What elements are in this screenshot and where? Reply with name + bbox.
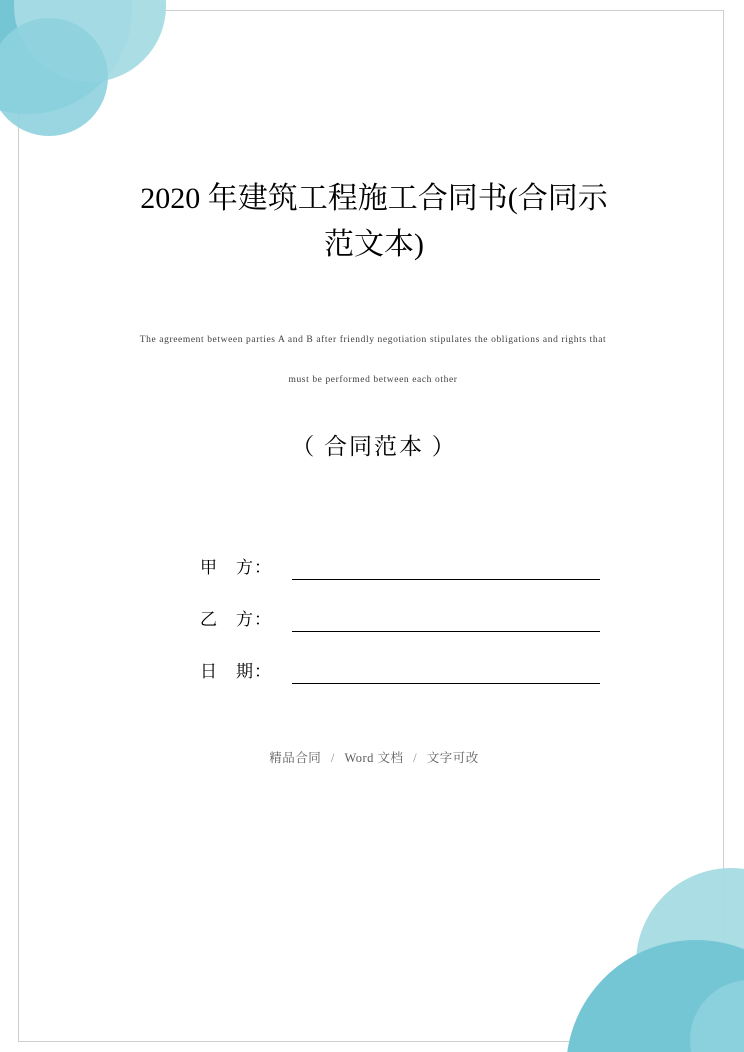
- field-label-date: 日 期：: [200, 662, 272, 681]
- decorative-circle-bottom-right-small: [690, 980, 744, 1052]
- footer-note: [128, 748, 620, 766]
- field-line-date[interactable]: [292, 663, 600, 684]
- field-label-party-b: 乙 方：: [200, 610, 272, 629]
- signature-fields: [200, 528, 600, 684]
- field-row-party-b: [200, 580, 600, 632]
- footer-separator-1: /: [330, 751, 335, 765]
- document-title: 2020 年建筑工程施工合同书(合同示范文本): [140, 182, 608, 261]
- document-content: [110, 0, 634, 1052]
- footer-separator-2: /: [413, 751, 418, 765]
- field-line-party-a[interactable]: [292, 559, 600, 580]
- footer-item-editable-text: 文字可改: [426, 751, 479, 765]
- field-row-date: [200, 632, 600, 684]
- decorative-circle-bottom-right-medium: [636, 868, 744, 1052]
- field-row-party-a: [200, 528, 600, 580]
- contract-sample-label: （ 合同范本 ）: [291, 434, 457, 459]
- decorative-circle-top-left-small: [0, 18, 108, 136]
- field-line-party-b[interactable]: [292, 611, 600, 632]
- footer-item-quality-contract: 精品合同: [269, 751, 322, 765]
- footer-item-word-doc: Word 文档: [344, 751, 404, 765]
- field-label-party-a: 甲 方：: [200, 558, 272, 577]
- document-subtitle-english: The agreement between parties A and B after friendly negotiation stipulates the obligations and rights that must be performed between each other: [139, 335, 607, 385]
